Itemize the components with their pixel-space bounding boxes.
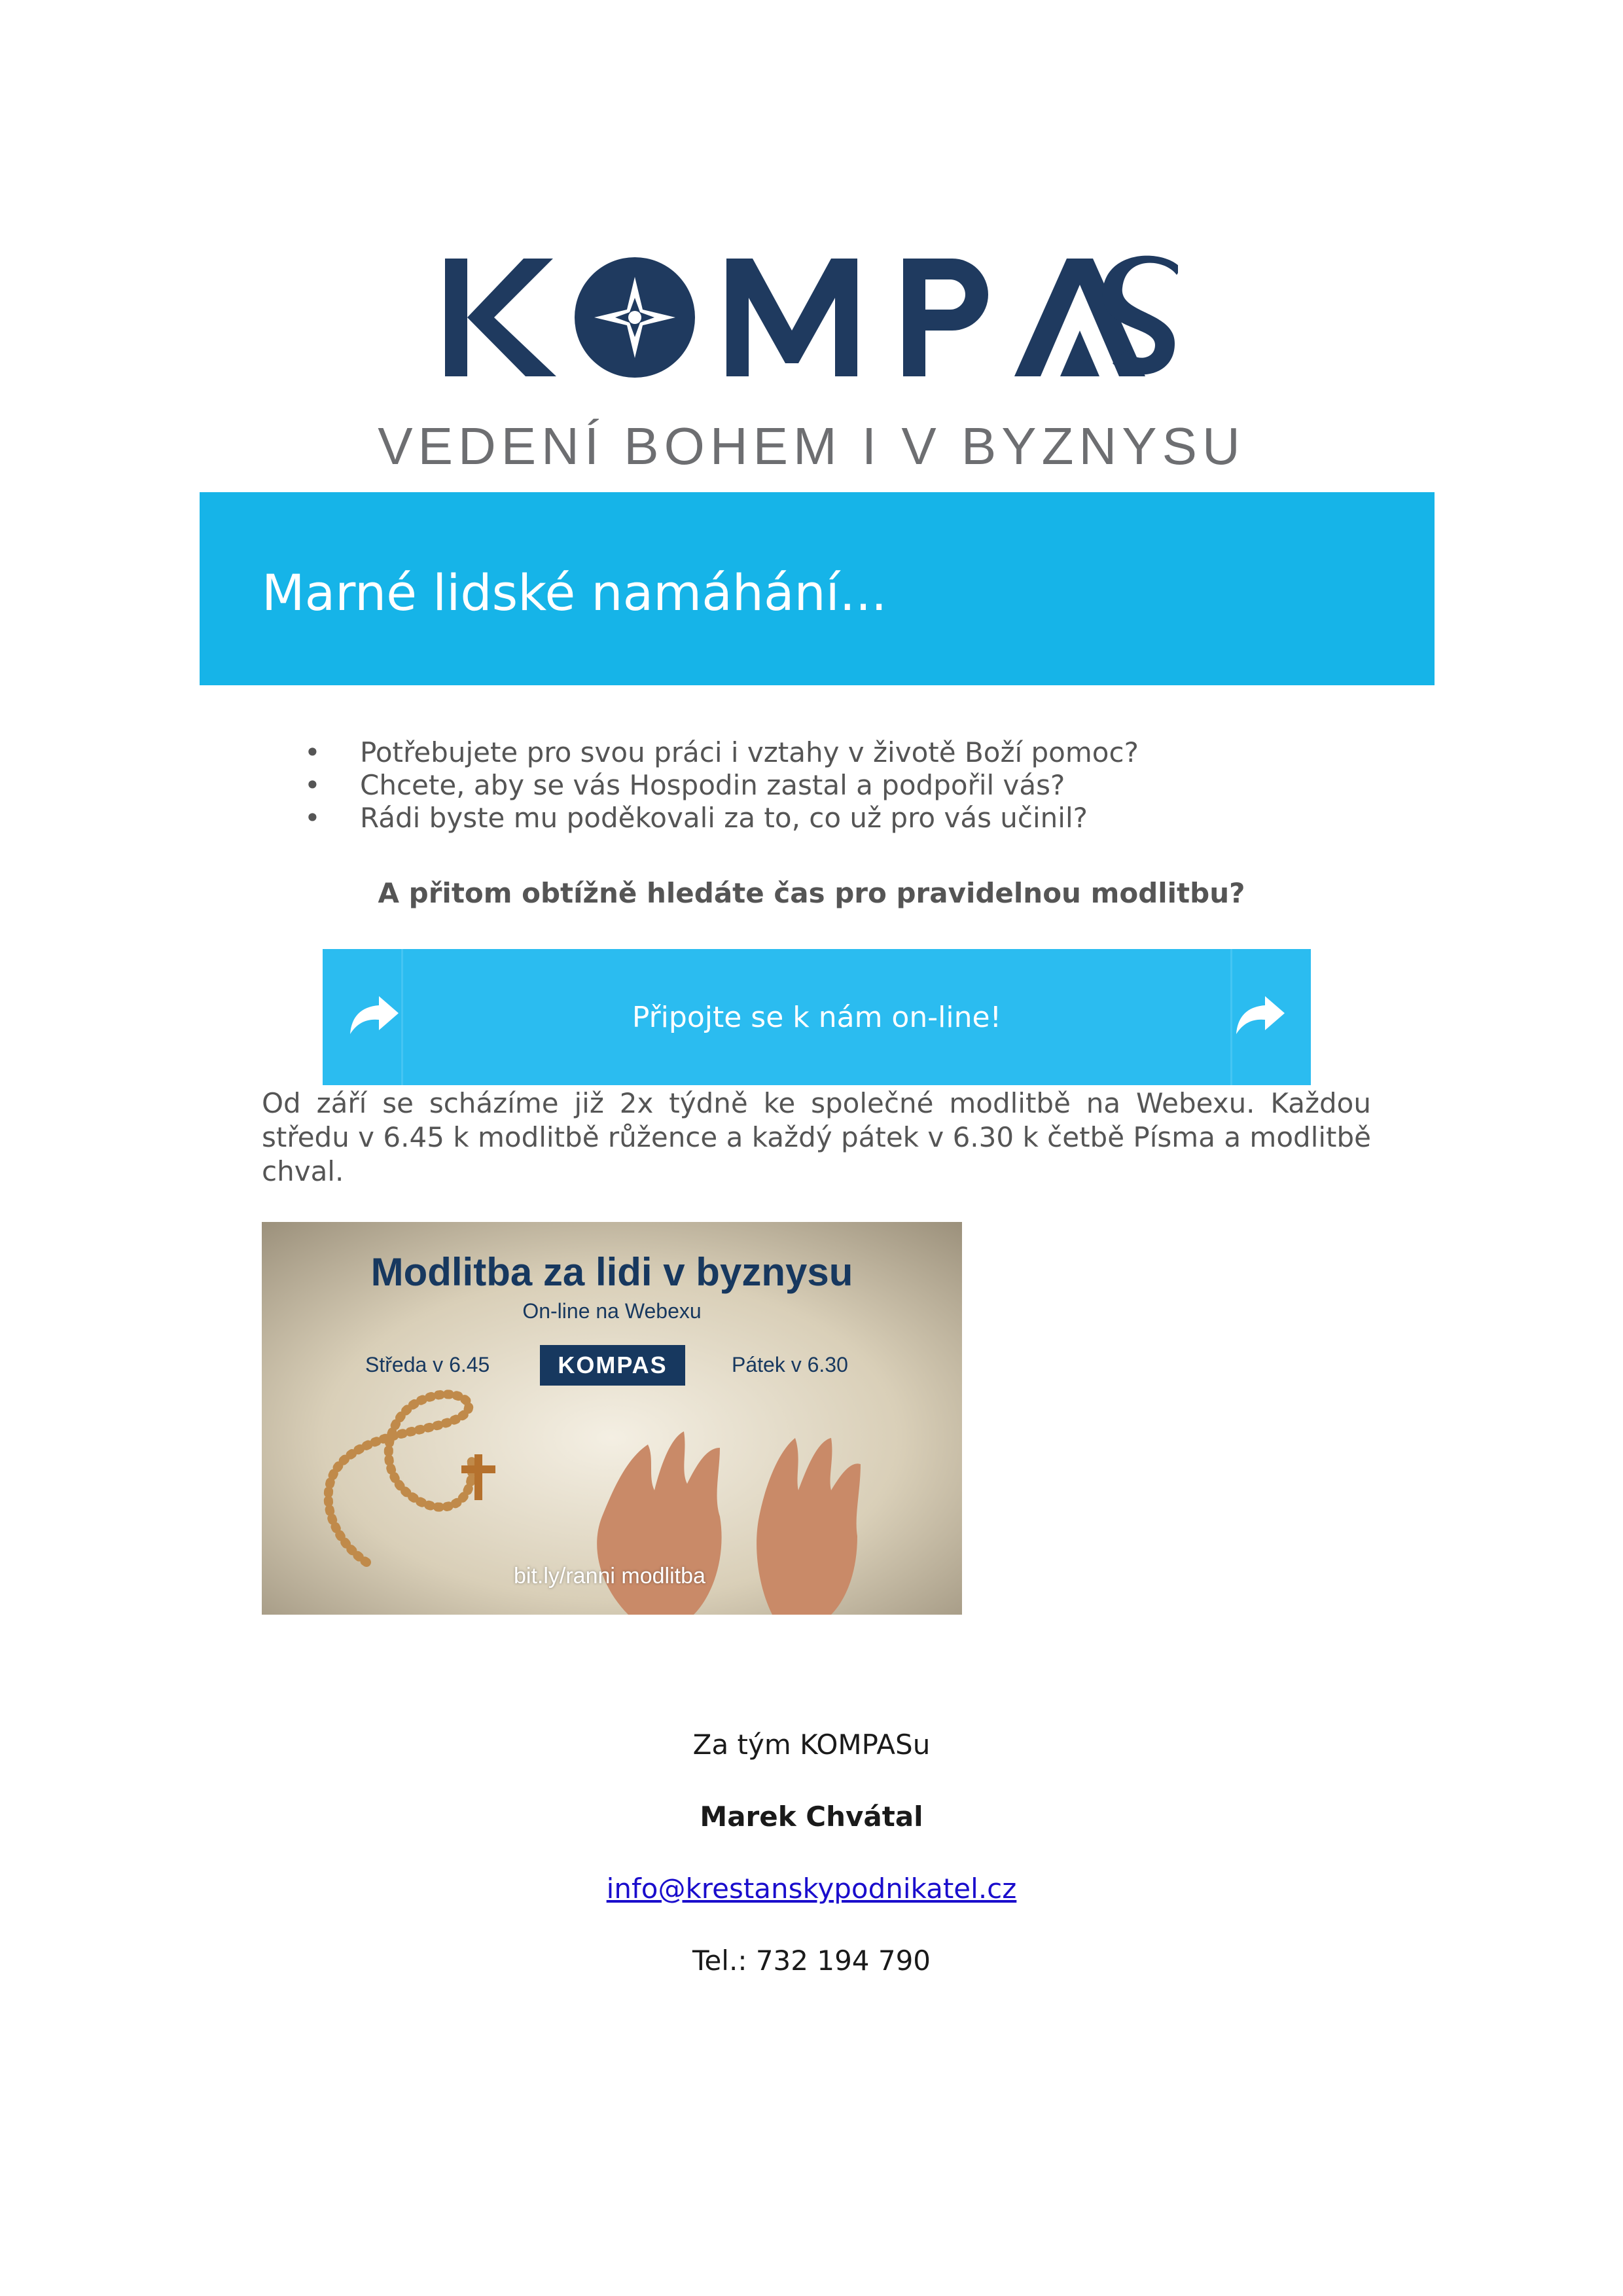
- promo-image: [262, 1222, 962, 1615]
- share-arrow-icon: [1234, 992, 1286, 1038]
- bullet-list: [304, 736, 1139, 834]
- cta-label: Připojte se k nám on-line!: [632, 1001, 1002, 1034]
- footer-name: Marek Chvátal: [700, 1801, 923, 1833]
- bullet-item: • Rádi byste mu poděkovali za to, co už pro vás učinil?: [304, 802, 1139, 834]
- tagline: VEDENÍ BOHEM I V BYZNYSU: [378, 417, 1245, 475]
- promo-friday: Pátek v 6.30: [732, 1353, 848, 1376]
- hero-banner: [200, 492, 1435, 685]
- promo-wednesday: Středa v 6.45: [365, 1353, 490, 1376]
- hero-title: Marné lidské namáhání...: [262, 564, 887, 622]
- schedule-paragraph: Od září se scházíme již 2x týdně ke společné modlitbě na Webexu. Každou středu v 6.45 k modlitbě růžence a každý pátek v 6.30 k četbě Písma a modlitbě chval.: [262, 1087, 1371, 1187]
- promo-badge-text: KOMPAS: [558, 1352, 668, 1378]
- promo-kompas-badge: [540, 1345, 685, 1386]
- footer-phone: Tel.: 732 194 790: [692, 1945, 931, 1977]
- email-link[interactable]: info@krestanskypodnikatel.cz: [606, 1873, 1017, 1905]
- bullet-item: • Potřebujete pro svou práci i vztahy v životě Boží pomoc?: [304, 736, 1139, 769]
- promo-subtitle: On-line na Webexu: [522, 1299, 702, 1323]
- question-heading: A přitom obtížně hledáte čas pro pravidelnou modlitbu?: [378, 877, 1245, 909]
- promo-title: Modlitba za lidi v byznysu: [370, 1250, 853, 1294]
- kompas-logo: [445, 252, 1178, 383]
- cross-icon: [474, 1454, 482, 1500]
- footer-team: Za tým KOMPASu: [692, 1729, 931, 1761]
- bullet-item: • Chcete, aby se vás Hospodin zastal a podpořil vás?: [304, 769, 1139, 802]
- join-online-button[interactable]: [323, 949, 1311, 1085]
- footer-email-wrap: [0, 1872, 1623, 1906]
- promo-url: bit.ly/ranni modlitba: [514, 1564, 705, 1588]
